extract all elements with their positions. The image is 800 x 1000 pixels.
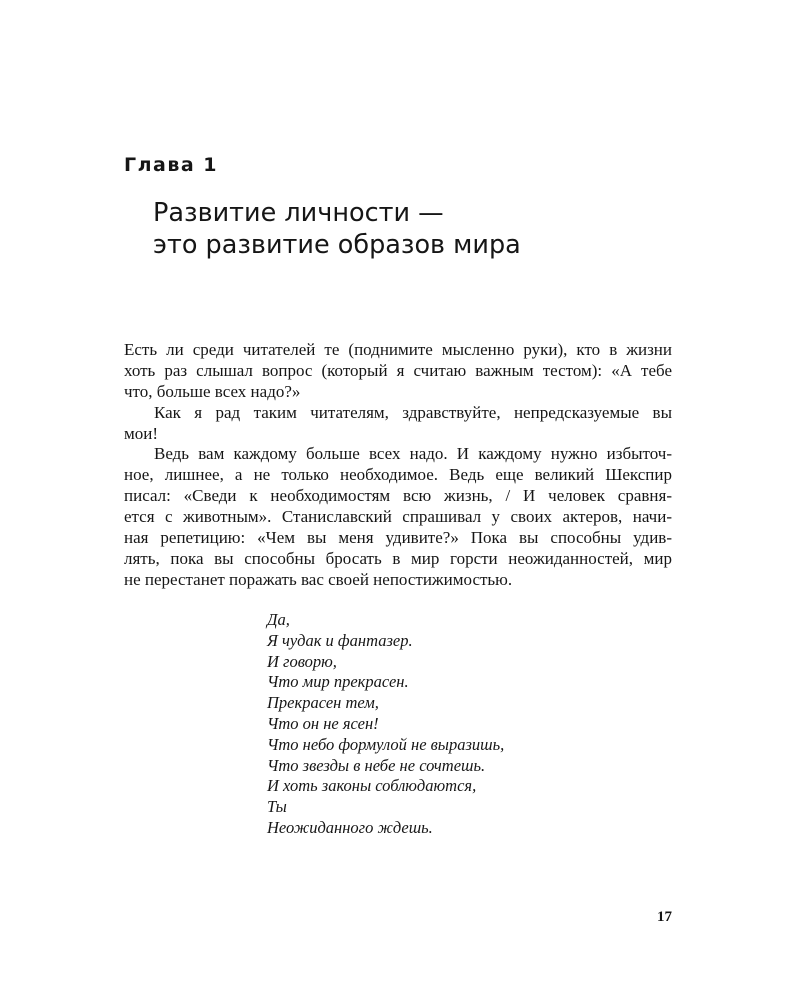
body-line: хоть раз слышал вопрос (который я считаю важным тестом): «А тебе bbox=[124, 360, 672, 380]
chapter-title bbox=[153, 197, 713, 261]
body-line: писал: «Сведи к необходимостям всю жизнь, / И человек сравня- bbox=[124, 486, 672, 506]
page-number: 17 bbox=[657, 909, 672, 925]
body-line: Как я рад таким читателям, здравствуйте, непредсказуемые вы bbox=[154, 402, 672, 422]
body-line: ная репетицию: «Чем вы меня удивите?» Пока вы способны удив- bbox=[124, 528, 672, 548]
poem-line: Что небо формулой не выразишь, bbox=[267, 734, 505, 754]
body-line: Есть ли среди читателей те (поднимите мысленно руки), кто в жизни bbox=[124, 340, 672, 359]
poem bbox=[267, 610, 504, 839]
poem-line: Да, bbox=[267, 610, 290, 629]
poem-line: Я чудак и фантазер. bbox=[267, 630, 413, 650]
chapter-title-line: Развитие личности — bbox=[153, 198, 444, 228]
poem-line: Что звезды в небе не сочтешь. bbox=[267, 755, 486, 775]
poem-line: Неожиданного ждешь. bbox=[267, 817, 433, 837]
body-line: Ведь вам каждому больше всех надо. И каждому нужно избыточ- bbox=[154, 444, 672, 464]
body-line: ется с животным». Станиславский спрашивал у своих актеров, начи- bbox=[124, 507, 672, 527]
poem-line: И говорю, bbox=[267, 651, 337, 671]
poem-line: Ты bbox=[267, 797, 287, 817]
body-line: ное, лишнее, а не только необходимое. Ведь еще великий Шекспир bbox=[124, 465, 672, 485]
poem-line: И хоть законы соблюдаются, bbox=[267, 776, 477, 796]
body-line: лять, пока вы способны бросать в мир горсти неожиданностей, мир bbox=[124, 548, 672, 568]
chapter-title-line: это развитие образов мира bbox=[153, 230, 521, 260]
body-line: мои! bbox=[124, 423, 159, 443]
poem-line: Что он не ясен! bbox=[267, 713, 379, 733]
body-text bbox=[124, 340, 672, 591]
poem-line: Что мир прекрасен. bbox=[267, 672, 409, 692]
chapter-label: Глава 1 bbox=[124, 154, 219, 176]
body-line: не перестанет поражать вас своей непостижимостью. bbox=[124, 569, 513, 589]
body-line: что, больше всех надо?» bbox=[124, 381, 301, 401]
poem-line: Прекрасен тем, bbox=[267, 693, 379, 713]
